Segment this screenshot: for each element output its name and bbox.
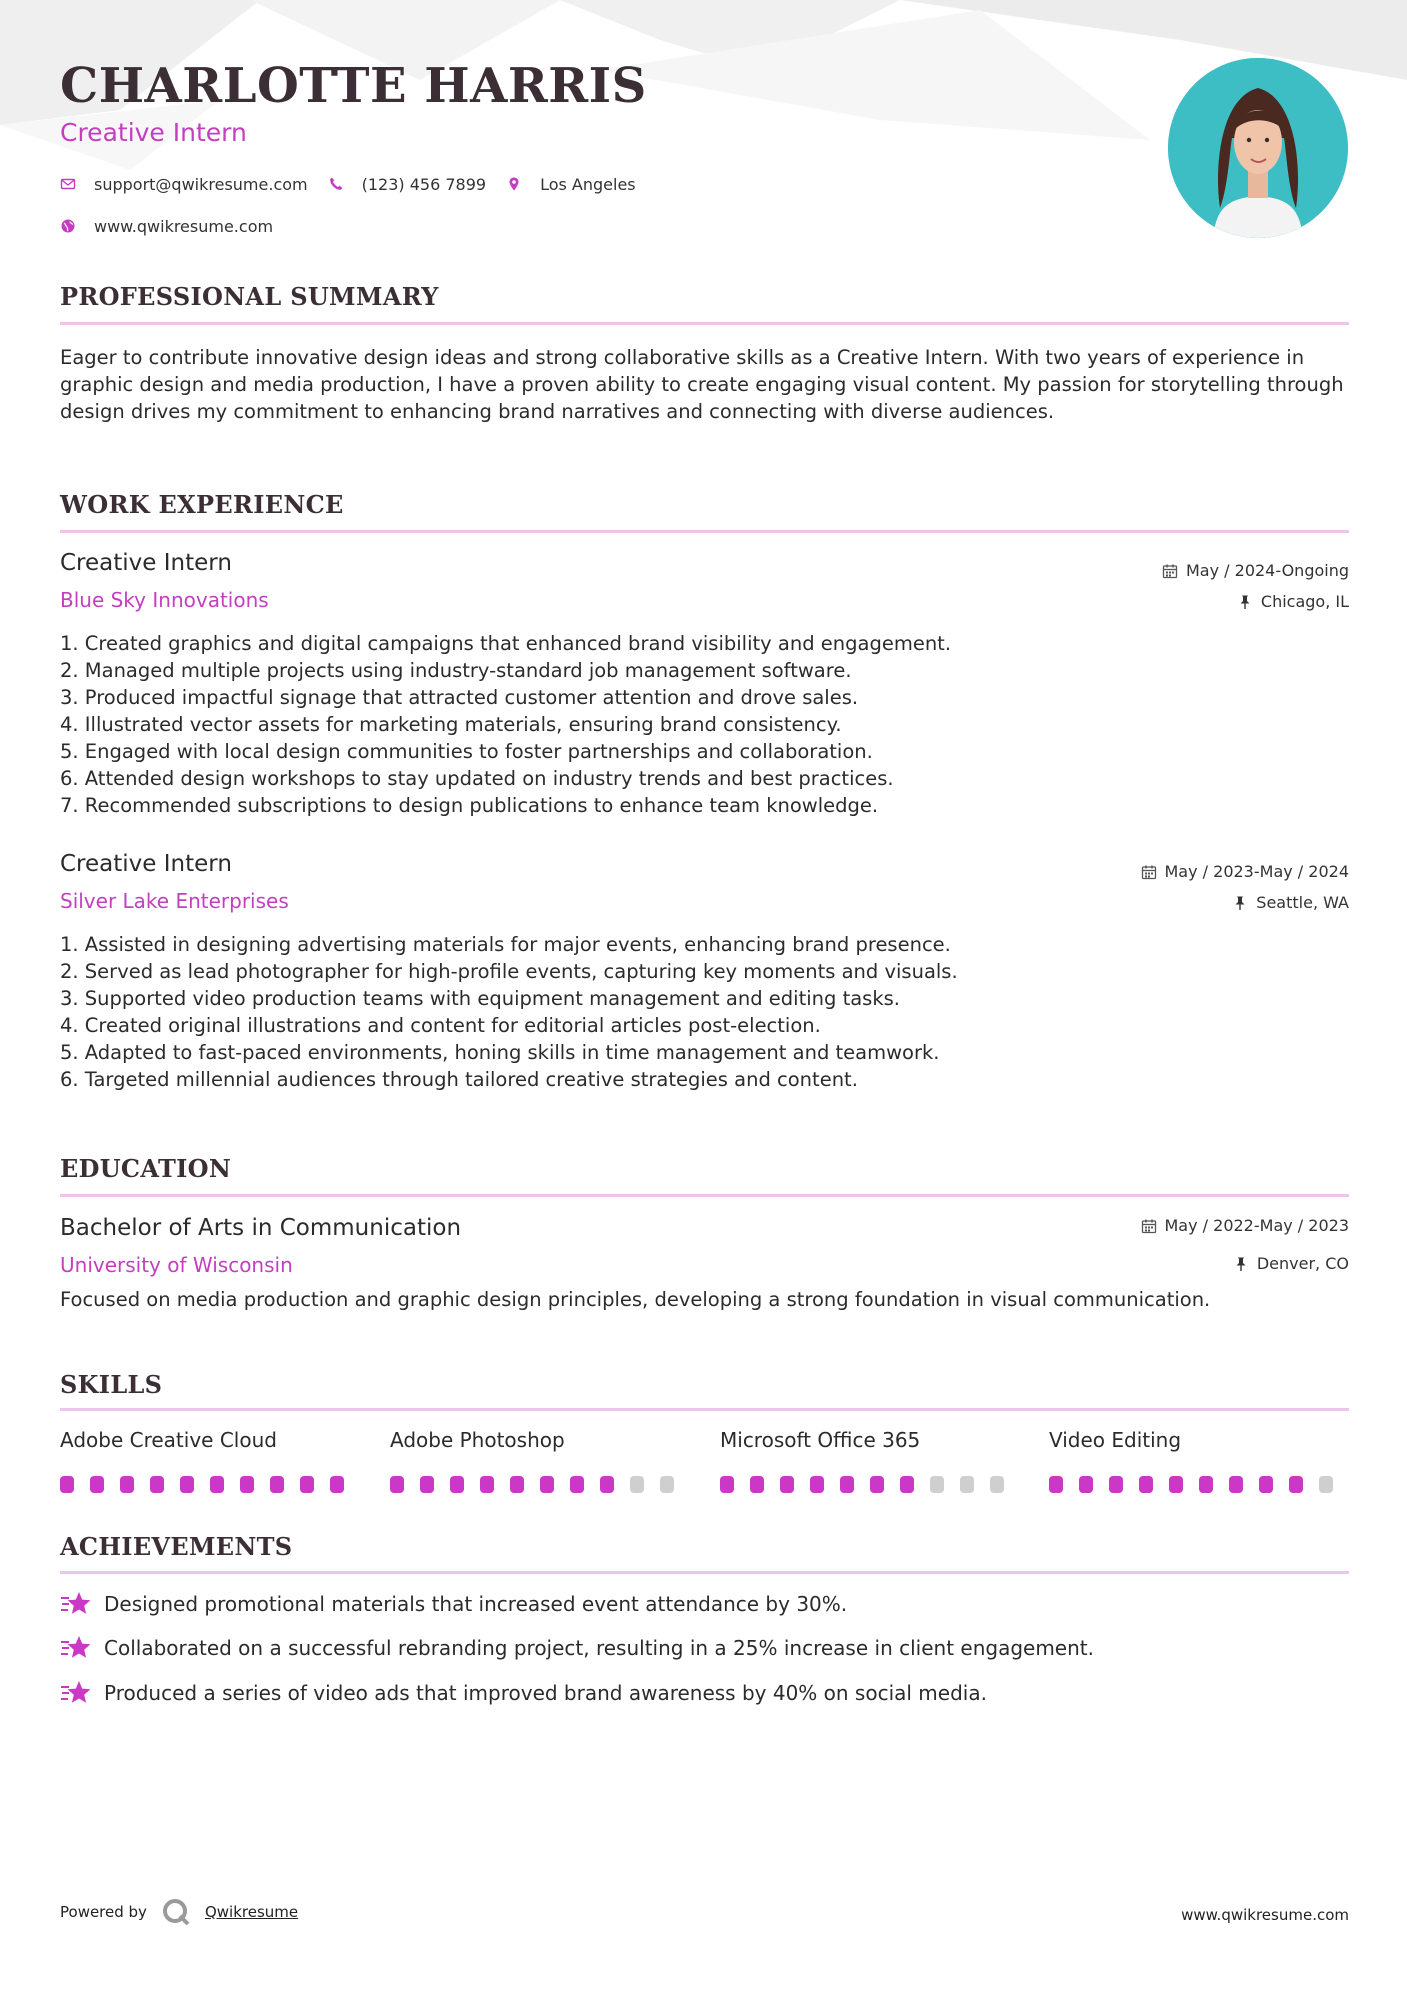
achievement-text: Collaborated on a successful rebranding project, resulting in a 25% increase in client engagement. [104, 1636, 1094, 1660]
skill-dot-filled [810, 1476, 824, 1493]
job-company: Silver Lake Enterprises [60, 889, 289, 913]
list-item: 4. Created original illustrations and content for editorial articles post-election. [60, 1014, 821, 1037]
degree-title: Bachelor of Arts in Communication [60, 1215, 462, 1241]
skill-dot-filled [1079, 1476, 1093, 1493]
skill-dot-filled [900, 1476, 914, 1493]
job-location-text: Seattle, WA [1256, 893, 1349, 912]
pushpin-icon [1232, 895, 1248, 911]
education-dates [1141, 1216, 1350, 1235]
pushpin-icon [1233, 1256, 1249, 1272]
skill-dot-filled [720, 1476, 734, 1493]
contact-row-secondary [60, 214, 656, 238]
skill-level-dots [720, 1476, 1020, 1493]
achievement-item [60, 1590, 847, 1618]
skill-dot-filled [330, 1476, 344, 1493]
skill-dot-empty [990, 1476, 1004, 1493]
candidate-name: CHARLOTTE HARRIS [60, 58, 647, 114]
profile-photo [1168, 58, 1348, 238]
skill-dot-filled [1289, 1476, 1303, 1493]
job-dates-text: May / 2023-May / 2024 [1164, 862, 1349, 881]
job-bullets [60, 630, 1349, 819]
list-item: 2. Served as lead photographer for high-profile events, capturing key moments and visuals. [60, 960, 958, 983]
job-dates-text: May / 2024-Ongoing [1186, 561, 1349, 580]
website-text: www.qwikresume.com [94, 216, 274, 236]
skill-name: Adobe Photoshop [390, 1428, 565, 1452]
calendar-icon [1141, 1218, 1157, 1234]
list-item: 3. Produced impactful signage that attracted customer attention and drove sales. [60, 686, 859, 709]
contact-website[interactable] [60, 217, 273, 236]
experience-divider [60, 530, 1349, 533]
skill-dot-filled [480, 1476, 494, 1493]
calendar-icon [1162, 563, 1178, 579]
skill-dot-filled [60, 1476, 74, 1493]
footer-powered-by [60, 1897, 298, 1927]
skill-dot-empty [930, 1476, 944, 1493]
skill-dot-filled [240, 1476, 254, 1493]
job-title: Creative Intern [60, 550, 232, 576]
phone-text: (123) 456 7899 [361, 174, 487, 194]
skill-dot-filled [1169, 1476, 1183, 1493]
contact-email[interactable] [60, 175, 308, 194]
job-location-text: Chicago, IL [1260, 592, 1349, 611]
skills-heading: SKILLS [60, 1370, 163, 1399]
map-pin-icon [506, 176, 522, 192]
skill-dot-filled [870, 1476, 884, 1493]
skills-divider [60, 1408, 1349, 1411]
skill-dot-filled [210, 1476, 224, 1493]
skill-dot-empty [630, 1476, 644, 1493]
achievements-heading: ACHIEVEMENTS [60, 1532, 293, 1561]
skill-dot-filled [270, 1476, 284, 1493]
list-item: 5. Engaged with local design communities to foster partnerships and collaboration. [60, 740, 873, 763]
skill-dot-filled [1259, 1476, 1273, 1493]
star-icon [60, 1590, 104, 1618]
achievement-item [60, 1634, 1094, 1662]
summary-text: Eager to contribute innovative design ideas and strong collaborative skills as a Creative Intern. With two years of experience in graphic design and media production, I have a proven ability to create engaging visual content. My passion for storytelling through design drives my commitment to enhancing brand narratives and connecting with diverse audiences. [60, 346, 1344, 423]
skill-level-dots [60, 1476, 360, 1493]
skill-dot-filled [540, 1476, 554, 1493]
skill-level-dots [1049, 1476, 1349, 1493]
list-item: 4. Illustrated vector assets for marketing materials, ensuring brand consistency. [60, 713, 842, 736]
job-company: Blue Sky Innovations [60, 588, 269, 612]
job-title: Creative Intern [60, 851, 232, 877]
skill-dot-filled [150, 1476, 164, 1493]
skill-dot-filled [90, 1476, 104, 1493]
location-text: Los Angeles [540, 174, 636, 194]
skill-dot-filled [120, 1476, 134, 1493]
email-text: support@qwikresume.com [94, 174, 308, 194]
skill-dot-filled [450, 1476, 464, 1493]
skill-dot-filled [390, 1476, 404, 1493]
skill-dot-filled [750, 1476, 764, 1493]
skill-item [720, 1428, 1020, 1493]
education-heading: EDUCATION [60, 1154, 232, 1183]
school-name: University of Wisconsin [60, 1253, 293, 1277]
list-item: 6. Targeted millennial audiences through tailored creative strategies and content. [60, 1068, 858, 1091]
education-location [1233, 1254, 1349, 1273]
education-dates-text: May / 2022-May / 2023 [1164, 1216, 1349, 1235]
skill-dot-filled [1139, 1476, 1153, 1493]
skill-dot-filled [1109, 1476, 1123, 1493]
skill-dot-filled [510, 1476, 524, 1493]
qwikresume-logo-icon [161, 1897, 191, 1927]
skill-name: Microsoft Office 365 [720, 1428, 921, 1452]
skill-dot-filled [300, 1476, 314, 1493]
list-item: 1. Assisted in designing advertising materials for major events, enhancing brand presence. [60, 933, 951, 956]
achievements-divider [60, 1571, 1349, 1574]
contact-info [60, 172, 656, 256]
qwikresume-link[interactable]: Qwikresume [204, 1903, 299, 1921]
skill-item [390, 1428, 690, 1493]
skill-item [1049, 1428, 1349, 1493]
job-dates [1162, 561, 1349, 580]
contact-row-primary [60, 172, 656, 196]
calendar-icon [1141, 864, 1157, 880]
skill-dot-filled [840, 1476, 854, 1493]
skill-dot-empty [1319, 1476, 1333, 1493]
list-item: 6. Attended design workshops to stay updated on industry trends and best practices. [60, 767, 894, 790]
candidate-role: Creative Intern [60, 118, 247, 147]
star-icon [60, 1634, 104, 1662]
skill-dot-empty [660, 1476, 674, 1493]
skill-dot-filled [420, 1476, 434, 1493]
skill-dot-filled [780, 1476, 794, 1493]
achievement-text: Produced a series of video ads that improved brand awareness by 40% on social media. [104, 1681, 987, 1705]
skill-dot-filled [1229, 1476, 1243, 1493]
education-divider [60, 1194, 1349, 1197]
skill-name: Adobe Creative Cloud [60, 1428, 277, 1452]
list-item: 3. Supported video production teams with equipment management and editing tasks. [60, 987, 900, 1010]
skill-name: Video Editing [1049, 1428, 1182, 1452]
star-icon [60, 1679, 104, 1707]
job-location [1237, 592, 1349, 611]
list-item: 5. Adapted to fast-paced environments, honing skills in time management and teamwork. [60, 1041, 940, 1064]
list-item: 7. Recommended subscriptions to design publications to enhance team knowledge. [60, 794, 879, 817]
summary-divider [60, 322, 1349, 325]
education-location-text: Denver, CO [1256, 1254, 1349, 1273]
powered-by-label: Powered by [60, 1903, 147, 1921]
experience-heading: WORK EXPERIENCE [60, 490, 344, 519]
list-item: 2. Managed multiple projects using industry-standard job management software. [60, 659, 852, 682]
contact-location [506, 175, 636, 194]
skill-dot-filled [570, 1476, 584, 1493]
contact-phone[interactable] [328, 175, 486, 194]
skill-dot-empty [960, 1476, 974, 1493]
achievement-item [60, 1679, 987, 1707]
job-dates [1141, 862, 1350, 881]
globe-icon [60, 218, 76, 234]
skill-dot-filled [180, 1476, 194, 1493]
skill-item [60, 1428, 360, 1493]
education-description: Focused on media production and graphic design principles, developing a strong foundation in visual communication. [60, 1288, 1211, 1311]
skill-dot-filled [600, 1476, 614, 1493]
pushpin-icon [1237, 594, 1253, 610]
envelope-icon [60, 176, 76, 192]
achievement-text: Designed promotional materials that increased event attendance by 30%. [104, 1592, 848, 1616]
job-location [1232, 893, 1349, 912]
list-item: 1. Created graphics and digital campaigns that enhanced brand visibility and engagement. [60, 632, 952, 655]
job-bullets [60, 931, 1349, 1093]
skill-dot-filled [1199, 1476, 1213, 1493]
footer-website[interactable]: www.qwikresume.com [1181, 1906, 1349, 1924]
skill-level-dots [390, 1476, 690, 1493]
summary-heading: PROFESSIONAL SUMMARY [60, 282, 439, 311]
phone-icon [328, 176, 344, 192]
skill-dot-filled [1049, 1476, 1063, 1493]
